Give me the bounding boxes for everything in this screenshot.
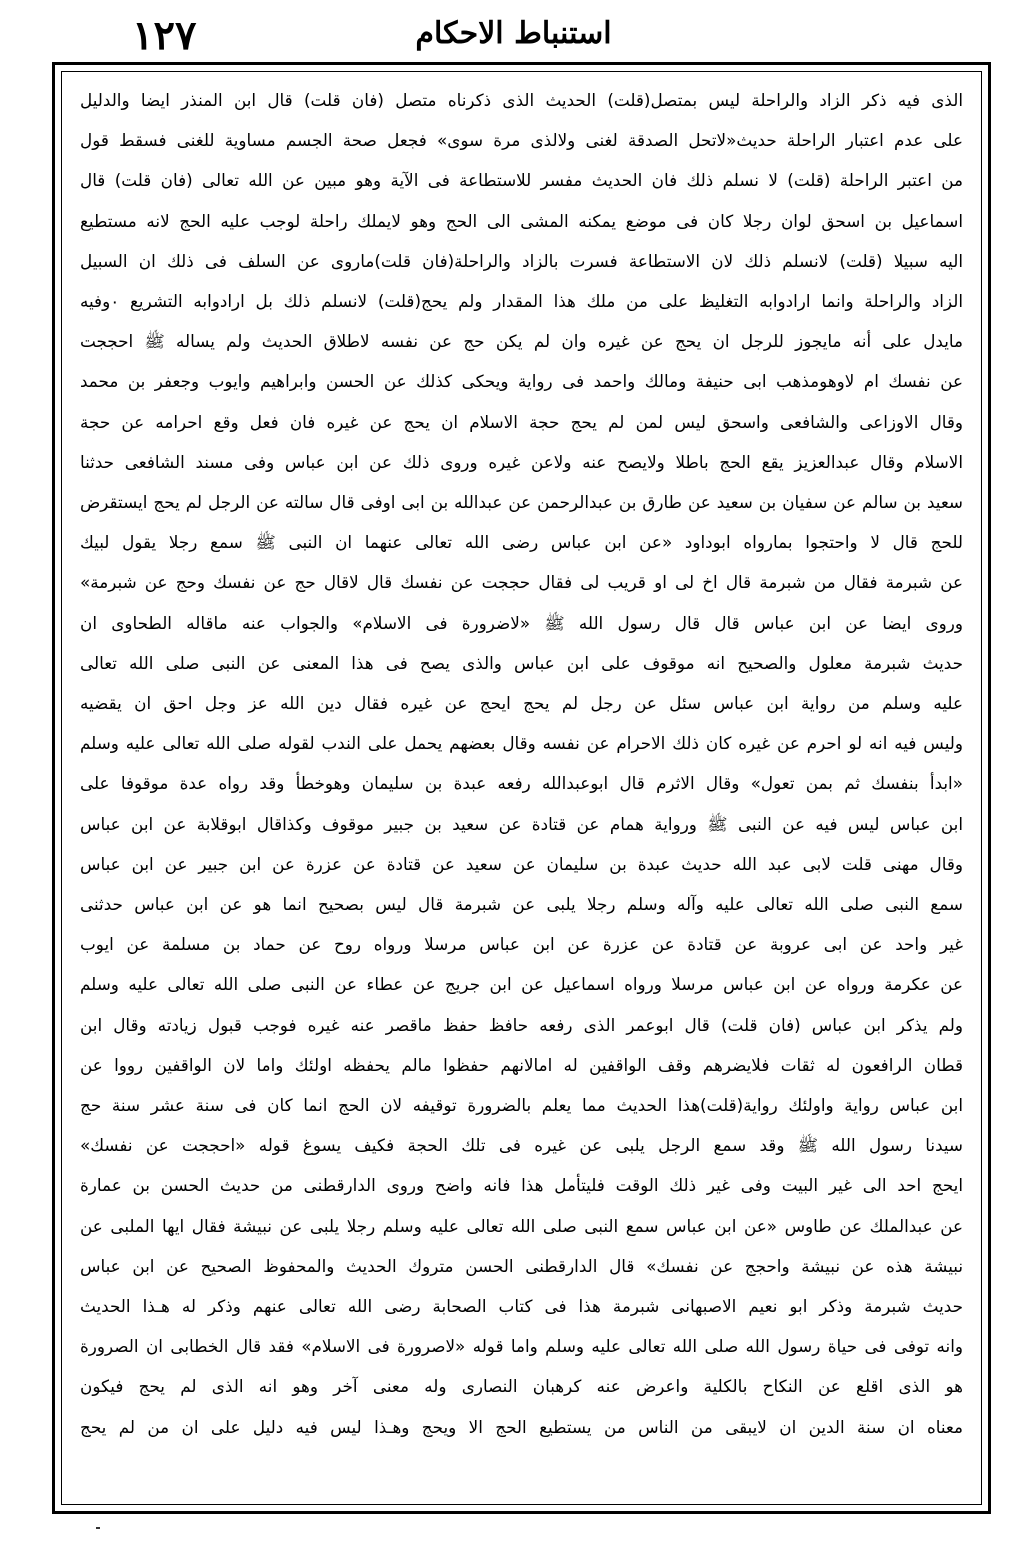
text-line: عن نفسك ام لاوهومذهب ابی حنیفة ومالك واحمد فی روایة ویحکی کذلك عن الحسن وابراهیم وایوب وجعفر بن محمد xyxy=(80,371,963,392)
page-frame-inner xyxy=(61,71,982,1505)
stray-mark xyxy=(96,1527,100,1529)
text-line: عن عکرمة ورواه عن ابن عباس مرسلا ورواه اسماعیل عن ابن جریج عن عطاء عن النبی صلی الله تعالی علیه وسلم xyxy=(80,974,963,995)
text-line: سیدنا رسول الله ﷺ وقد سمع الرجل یلبی عن غیره فی تلك الحجة فکیف یسوغ قوله «احججت عن نفسك» xyxy=(80,1135,963,1156)
text-line: مایدل علی أنه مایجوز للرجل ان یحج عن غیره وان لم یکن حج عن نفسه لاطلاق الحدیث ولم یساله ﷺ احججت xyxy=(80,331,963,352)
text-line: علیه وسلم من روایة ابن عباس سئل عن رجل لم یحج ایحج عن غیره فقال دین الله عز وجل احق ان یقضیه xyxy=(80,693,963,713)
text-line: وقال الاوزاعی والشافعی واسحق لیس لمن لم یحج حجة الاسلام ان یحج عن غیره فان فعل وقع احرامه عن حجة xyxy=(80,411,963,432)
text-line: ولم یذکر ابن عباس (فان قلت) قال ابوعمر الذی رفعه حافظ حفظ ماقصر عنه غیره فوجب قبول زیادته وقال ابن xyxy=(80,1014,963,1035)
text-line: الزاد والراحلة وانما ارادوابه التغلیظ علی من ملك هذا المقدار ولم یحج(قلت) لانسلم ذلك بل ارادوابه التشریع ٠وفیه xyxy=(80,291,963,311)
text-line: ولیس فیه انه لو احرم عن غیره کان ذلك الاحرام عن نفسه وقال بعضهم یحمل علی الندب لقوله صلی الله تعالی علیه وسلم xyxy=(80,733,963,754)
text-line: ابن عباس روایة واولئك روایة(قلت)هذا الحدیث مما یعلم بالضرورة توقیفه لان الحج انما کان فی سنة عشر سنة حج xyxy=(80,1095,963,1115)
text-line: الاسلام وقال عبدالعزیز یقع الحج باطلا ولایصح عنه ولاعن غیره وروی ذلك عن ابن عباس وفی مسند الشافعی حدثنا xyxy=(80,451,963,472)
text-line: غیر واحد عن ابی عروبة عن قتادة عن عزرة عن ابن عباس مرسلا ورواه روح عن حماد بن مسلمة عن ایوب xyxy=(80,934,963,955)
text-line: الیه سبیلا (قلت) لانسلم ذلك لان الاستطاعة فسرت بالزاد والراحلة(فان قلت)ماروی عن السلف فی ذلك ان السبیل xyxy=(80,250,963,271)
body-text xyxy=(80,82,963,1494)
text-line: حدیث شبرمة وذکر ابو نعیم الاصبهانی شبرمة هذا فی کتاب الصحابة رضی الله تعالی عنهم وذکر له هـذا الحدیث xyxy=(80,1296,963,1316)
text-line: للحج قال لا واحتجوا بمارواه ابوداود «عن ابن عباس رضی الله تعالی عنهما ان النبی ﷺ سمع رجلا یقول لبیك xyxy=(80,532,963,553)
text-line: سعید بن سالم عن سفیان بن سعید عن طارق بن عبدالرحمن عن عبدالله بن ابی اوفی قال سالته عن الرجل لم یحج ایستقرض xyxy=(80,492,963,512)
page-number: ١٢٧ xyxy=(132,12,197,59)
text-line: ایحج احد الی غیر البیت وفی غیر ذلك الوقت فلیتأمل هذا فانه واضح وروی الدارقطنی من حدیث الحسن بن عمارة xyxy=(80,1175,963,1196)
text-line: هو الذی اقلع عن النکاح بالکلیة واعرض عنه کرهبان النصاری وله معنی آخر وهو انه الذی لم یحج فیکون xyxy=(80,1376,963,1397)
text-line: الذی فیه ذکر الزاد والراحلة لیس بمتصل(قلت) الحدیث الذی ذکرناه متصل (فان قلت) قال ابن المنذر ایضا والدلیل xyxy=(80,90,963,110)
text-line: عن شبرمة فقال من شبرمة قال اخ لی او قریب لی فقال حججت عن نفسك قال لاقال حج عن نفسك وحج عن شبرمة» xyxy=(80,572,963,593)
text-line: اسماعیل بن اسحق لوان رجلا کان فی موضع یمکنه المشی الی الحج وهو لایملك راحلة لوجب علیه الحج لانه مستطیع xyxy=(80,210,963,231)
text-line: معناه ان سنة الدین ان لایبقی من الناس من یستطیع الحج الا ویحج وهـذا لیس فیه دلیل علی ان من لم یحج xyxy=(80,1416,963,1437)
text-line: قطان الرافعون له ثقات فلایضرهم وقف الواقفین له امالانهم حفظوا مالم یحفظه اولئك واما لان الواقفین رووا عن xyxy=(80,1054,963,1075)
text-line: علی عدم اعتبار الراحلة حدیث«لاتحل الصدقة لغنی ولالذی مرة سوی» فجعل صحة الجسم مساویة للغنی فسقط قول xyxy=(80,130,963,151)
text-line: ابن عباس لیس فیه عن النبی ﷺ وروایة همام عن قتادة عن سعید بن جبیر موقوف وکذاقال ابوقلابة عن ابن عباس xyxy=(80,813,963,834)
running-title: استنباط الاحكام xyxy=(415,16,612,51)
text-line: حدیث شبرمة معلول والصحیح انه موقوف علی ابن عباس والذی یصح فی هذا المعنی عن النبی صلی الله تعالی xyxy=(80,652,963,673)
text-line: نبیشة هذه عن نبیشة واحجج عن نفسك» قال الدارقطنی الحسن متروك الحدیث والمحفوظ الصحیح عن ابن عباس xyxy=(80,1255,963,1276)
page-frame xyxy=(52,62,991,1514)
text-line: وروی ایضا عن ابن عباس قال قال رسول الله ﷺ «لاضرورة فی الاسلام» والجواب عنه ماقاله الطحاوی ان xyxy=(80,612,963,633)
text-line: عن عبدالملك عن طاوس «عن ابن عباس سمع النبی صلی الله تعالی علیه وسلم رجلا یلبی عن نبیشة فقال ایها الملبی عن xyxy=(80,1215,963,1236)
text-line: وقال مهنی قلت لابی عبد الله حدیث عبدة بن سلیمان عن سعید عن قتادة عن عزرة عن ابن جبیر عن ابن عباس xyxy=(80,853,963,874)
text-line: من اعتبر الراحلة (قلت) لا نسلم ذلك فان الحدیث مفسر للاستطاعة فی الآیة وهو مبین عن الله تعالی (فان قلت) قال xyxy=(80,170,963,191)
page-header xyxy=(40,12,987,64)
text-line: سمع النبی صلی الله تعالی علیه وآله وسلم رجلا یلبی عن شبرمة قال لیس بصحیح انما هو عن ابن عباس حدثنی xyxy=(80,894,963,914)
text-line: وانه توفی فی حیاة رسول الله صلی الله تعالی علیه وسلم واما قوله «لاصرورة فی الاسلام» فقد قال الخطابی ان الصرورة xyxy=(80,1336,963,1357)
text-line: «ابدأ بنفسك ثم بمن تعول» وقال الاثرم قال ابوعبدالله رفعه عبدة بن سلیمان وهوخطأ وقد رواه عدة موقوفا علی xyxy=(80,773,963,794)
